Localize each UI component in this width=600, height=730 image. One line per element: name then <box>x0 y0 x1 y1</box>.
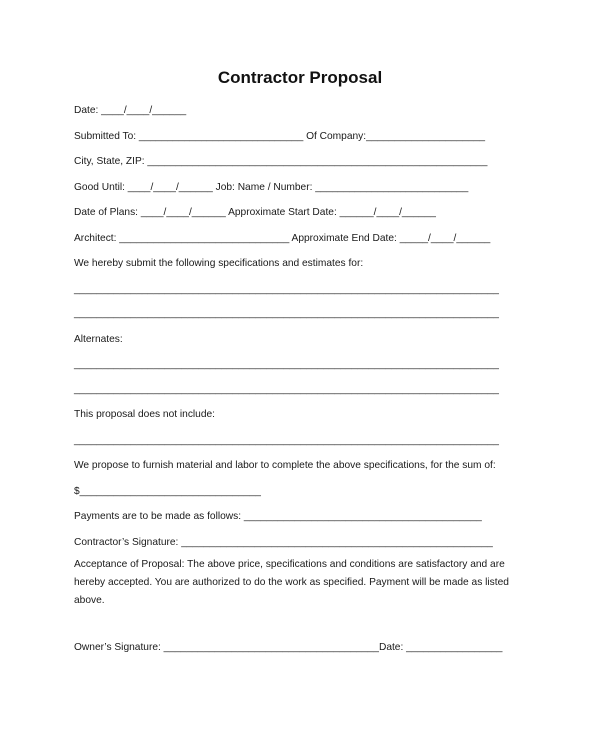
payments-field: Payments are to be made as follows: __________________________________________ <box>74 511 482 522</box>
alternates-line-1: ___________________________________________________________________________ <box>74 359 499 370</box>
alternates-line-2: ___________________________________________________________________________ <box>74 384 499 395</box>
good-until-field: Good Until: ____/____/______ Job: Name / Number: ___________________________ <box>74 182 469 193</box>
document-title: Contractor Proposal <box>217 68 383 87</box>
not-include-heading: This proposal does not include: <box>74 409 216 420</box>
specifications-heading: We hereby submit the following specifications and estimates for: <box>74 258 364 269</box>
submitted-to-field: Submitted To: _____________________________ Of Company:_____________________ <box>74 131 486 142</box>
architect-field: Architect: ______________________________ Approximate End Date: _____/____/______ <box>74 233 491 244</box>
contractor-signature-field: Contractor’s Signature: _______________________________________________________ <box>74 537 493 548</box>
furnish-statement: We propose to furnish material and labor to complete the above specifications, for the sum of: <box>74 460 496 471</box>
date-of-plans-field: Date of Plans: ____/____/______ Approximate Start Date: ______/____/______ <box>74 207 436 218</box>
acceptance-paragraph: Acceptance of Proposal: The above price, specifications and conditions are satisfactory and are hereby accepted. You are authorized to do the work as specified. Payment will be made as listed above. <box>74 559 509 606</box>
not-include-line: ___________________________________________________________________________ <box>74 435 499 446</box>
alternates-heading: Alternates: <box>74 334 123 345</box>
specifications-line-2: ___________________________________________________________________________ <box>74 308 499 319</box>
date-field: Date: ____/____/______ <box>74 105 187 116</box>
city-state-zip-field: City, State, ZIP: ____________________________________________________________ <box>74 156 488 167</box>
sum-field: $________________________________ <box>74 486 261 497</box>
owner-signature-field: Owner’s Signature: ______________________________________Date: _________________ <box>74 642 503 653</box>
specifications-line-1: ___________________________________________________________________________ <box>74 284 499 295</box>
